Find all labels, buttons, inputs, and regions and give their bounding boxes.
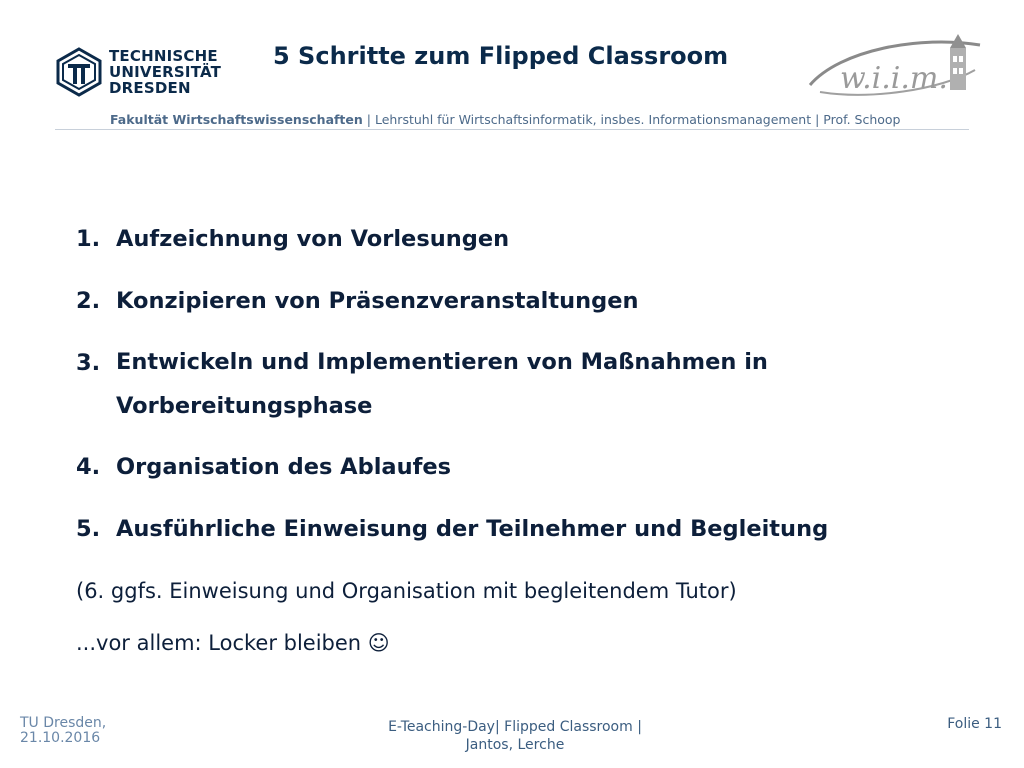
steps-list [76,222,976,678]
footer-date: 21.10.2016 [20,730,101,746]
faculty-name: Fakultät Wirtschaftswissenschaften [110,112,363,127]
list-item [76,346,976,428]
slide-number: Folie 11 [947,716,1002,732]
list-item [76,512,976,552]
step-text: Ausführliche Einweisung der Teilnehmer und Begleitung [116,516,829,542]
footer-authors: Jantos, Lerche [465,737,565,753]
subheader [110,112,901,127]
step-number: 3. [76,350,101,376]
footer-location-date [20,716,106,746]
university-name [109,48,221,96]
slide-title: 5 Schritte zum Flipped Classroom [273,42,729,70]
footer-event-title: E-Teaching-Day| Flipped Classroom | [388,719,642,735]
step-text: Aufzeichnung von Vorlesungen [116,226,510,252]
list-item [76,450,976,490]
list-item [76,284,976,324]
wiim-logo-text: w.i.i.m. [840,61,948,96]
wiim-logo [800,30,990,110]
step-number: 5. [76,516,101,542]
step-number: 1. [76,226,101,252]
step-number: 4. [76,454,101,480]
footer-event [360,718,670,754]
step-number: 2. [76,288,101,314]
footer-location: TU Dresden, [20,715,107,731]
tu-dresden-logo [55,47,225,99]
tu-emblem-icon [55,47,103,97]
step-text: Konzipieren von Präsenzveranstaltungen [116,288,639,314]
header-divider [55,129,969,130]
university-line-3: DRESDEN [109,79,191,97]
closing-note: ...vor allem: Locker bleiben ☺ [76,631,390,655]
university-line-2: UNIVERSITÄT [109,63,222,81]
list-item [76,222,976,262]
university-line-1: TECHNISCHE [109,47,218,65]
step-text: Organisation des Ablaufes [116,454,452,480]
optional-step-note: (6. ggfs. Einweisung und Organisation mit begleitendem Tutor) [76,579,737,603]
step-text: Entwickeln und Implementieren von Maßnahmen in Vorbereitungsphase [116,349,768,419]
chair-info: | Lehrstuhl für Wirtschaftsinformatik, insbes. Informationsmanagement | Prof. Schoop [362,112,901,127]
